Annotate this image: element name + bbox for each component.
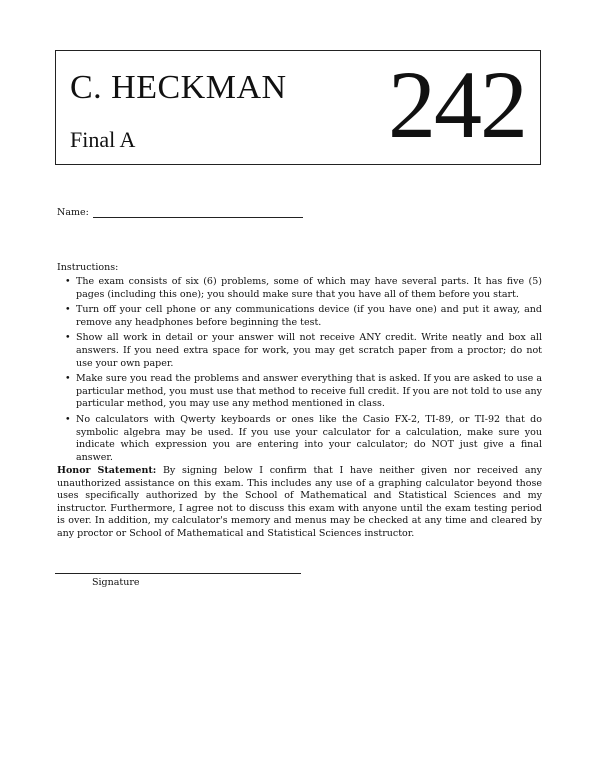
instruction-text: No calculators with Qwerty keyboards or ones like the Casio FX-2, TI-89, or TI-92 that do symbolic algebra may be used. If you use your calculator for a calculation, make sure you indicate which expression you are entering into your calculator; do NOT just give a final answer. bbox=[76, 413, 542, 463]
bullet-icon: • bbox=[65, 332, 71, 344]
honor-statement-title: Honor Statement: bbox=[57, 465, 157, 476]
list-item bbox=[57, 276, 542, 301]
list-item bbox=[57, 332, 542, 370]
instructions-list bbox=[57, 276, 542, 467]
header-box bbox=[55, 50, 541, 165]
name-label: Name: bbox=[57, 207, 89, 218]
instruction-text: Make sure you read the problems and answer everything that is asked. If you are asked to use a particular method, you must use that method to receive full credit. If you are not told to use any particular method, you may use any method mentioned in class. bbox=[76, 373, 542, 410]
bullet-icon: • bbox=[65, 373, 71, 385]
list-item bbox=[57, 414, 542, 464]
list-item bbox=[57, 304, 542, 329]
course-number: 242 bbox=[388, 51, 526, 158]
bullet-icon: • bbox=[65, 304, 71, 316]
instructions-heading: Instructions: bbox=[57, 262, 119, 273]
name-row bbox=[57, 207, 303, 218]
honor-statement-text: By signing below I confirm that I have neither given nor received any unauthorized assistance on this exam. This includes any use of a graphing calculator beyond those uses specifically authorized by the School of Mathematical and Statistical Sciences and my instructor. Furthermore, I agree not to discuss this exam with anyone until the exam testing period is over. In addition, my calculator's memory and menus may be checked at any time and cleared by any proctor or School of Mathematical and Statistical Sciences instructor. bbox=[57, 465, 542, 539]
signature-label: Signature bbox=[92, 577, 140, 588]
signature-line[interactable] bbox=[55, 573, 301, 574]
name-field-line[interactable] bbox=[93, 208, 303, 218]
list-item bbox=[57, 373, 542, 411]
exam-title: Final A bbox=[70, 127, 136, 152]
instructor-name: C. HECKMAN bbox=[70, 69, 287, 106]
instruction-text: Turn off your cell phone or any communications device (if you have one) and put it away, and remove any headphones before beginning the test. bbox=[76, 304, 542, 328]
instruction-text: The exam consists of six (6) problems, some of which may have several parts. It has five (5) pages (including this one); you should make sure that you have all of them before you start. bbox=[76, 276, 542, 300]
honor-statement bbox=[57, 465, 542, 541]
bullet-icon: • bbox=[65, 413, 71, 425]
instruction-text: Show all work in detail or your answer will not receive ANY credit. Write neatly and box all answers. If you need extra space for work, you may get scratch paper from a proctor; do not use your own paper. bbox=[76, 332, 542, 369]
bullet-icon: • bbox=[65, 276, 71, 287]
